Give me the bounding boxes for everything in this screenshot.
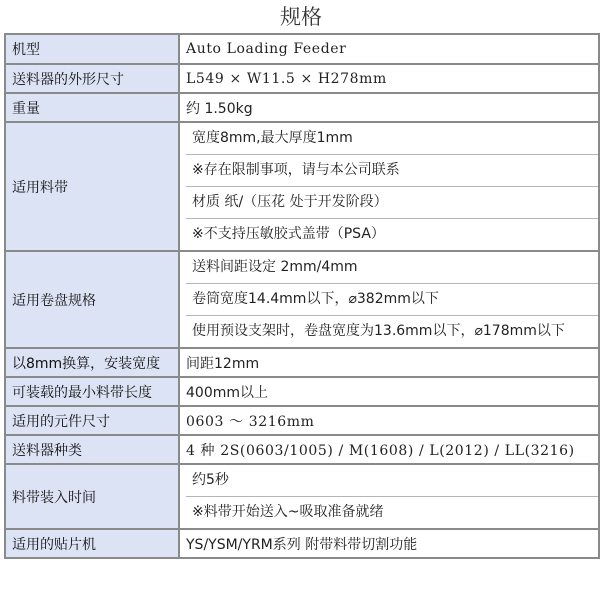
table-row [5,122,599,251]
row-value: 使用预设支架时，卷盘宽度为13.6mm以下，⌀178mm以下 [186,315,598,347]
row-label: 送料器种类 [5,435,179,464]
row-value: 宽度8mm,最大厚度1mm [192,130,353,146]
row-label: 适用料带 [5,122,179,251]
row-value-group [179,464,599,529]
row-value: 材质 纸/（压花 处于开发阶段） [186,186,598,218]
table-row [5,251,599,348]
row-value-group [179,251,599,348]
row-value: 4 种 2S(0603/1005) / M(1608) / L(2012) / LL(3216) [179,435,599,464]
row-value: 400mm以上 [179,377,599,406]
spec-table [4,33,600,559]
row-label: 以8mm换算，安装宽度 [5,348,179,377]
row-value: 0603 ～ 3216mm [179,406,599,435]
row-value: 间距12mm [179,348,599,377]
row-label: 适用卷盘规格 [5,251,179,348]
row-value: L549 × W11.5 × H278mm [179,64,599,93]
row-label: 料带装入时间 [5,464,179,529]
row-value: Auto Loading Feeder [179,34,599,64]
table-row [5,464,599,529]
page-title: 规格 [280,5,322,29]
table-row [5,348,599,377]
table-row [5,64,599,93]
row-label: 适用的元件尺寸 [5,406,179,435]
row-value-group [179,122,599,251]
row-value: 约 1.50kg [179,93,599,122]
row-value: YS/YSM/YRM系列 附带料带切割功能 [179,529,599,558]
row-label: 适用的贴片机 [5,529,179,558]
row-value: ※不支持压敏胶式盖带（PSA） [186,218,598,250]
row-value: 卷筒宽度14.4mm以下，⌀382mm以下 [186,283,598,315]
table-row [5,34,599,64]
table-row [5,93,599,122]
row-label: 送料器的外形尺寸 [5,64,179,93]
row-value: ※料带开始送入~吸取准备就绪 [186,496,598,528]
row-label: 机型 [5,34,179,64]
row-value: ※存在限制事项，请与本公司联系 [186,154,598,186]
table-row [5,406,599,435]
row-value: 送料间距设定 2mm/4mm [192,259,358,275]
row-value: 约5秒 [192,472,229,488]
row-label: 可装载的最小料带长度 [5,377,179,406]
table-row [5,435,599,464]
table-row [5,377,599,406]
table-row [5,529,599,558]
row-label: 重量 [5,93,179,122]
